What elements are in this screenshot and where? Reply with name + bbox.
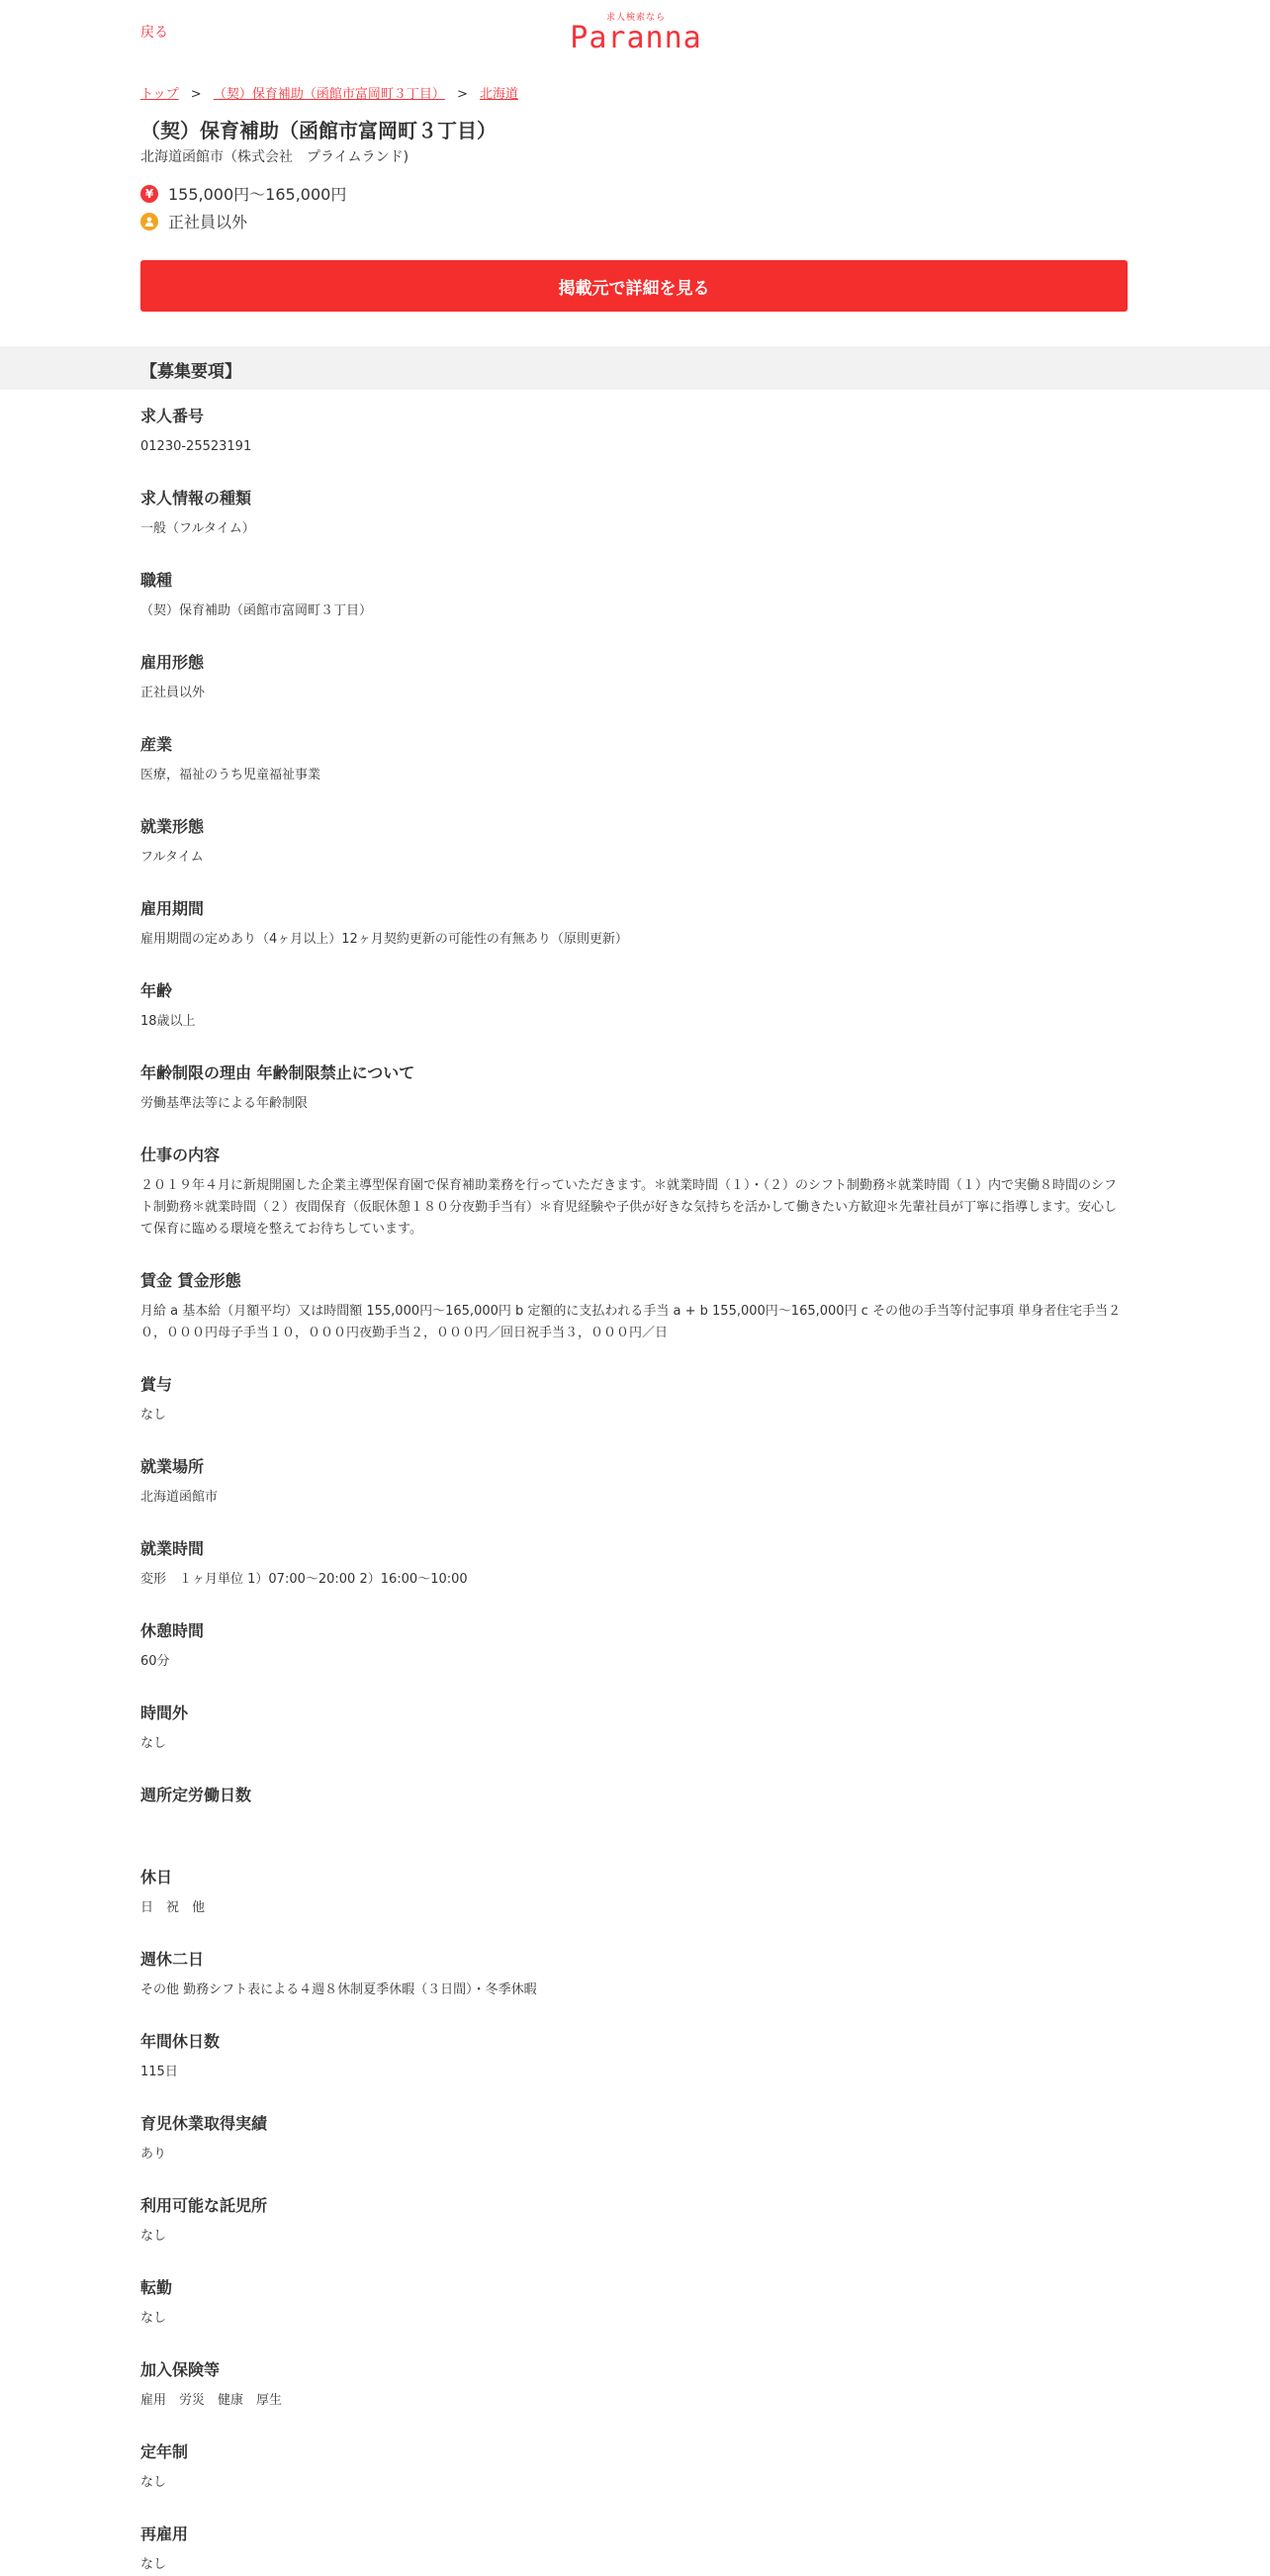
detail-item: [140, 1702, 1128, 1755]
detail-item: [140, 1456, 1128, 1509]
detail-item: [140, 2277, 1128, 2330]
detail-label: 休日: [140, 1868, 173, 1886]
detail-value: ２０１９年４月に新規開園した企業主導型保育園で保育補助業務を行っていただきます。＊就業時間（１）・（２）のシフト制勤務＊就業時間（１）内で実働８時間のシフト制勤務＊就業時間（２）夜間保育（仮眠休憩１８０分夜勤手当有）＊育児経験や子供が好きな気持ちを活かして働きたい方歓迎＊先輩社員が丁寧に指導します。安心して保育に臨める環境を整えてお待ちしています。: [140, 1178, 1117, 1237]
detail-item: [140, 2113, 1128, 2165]
section-header: [0, 346, 1270, 390]
detail-item: [140, 2441, 1128, 2494]
person-icon: [140, 213, 158, 230]
yen-icon: ¥: [140, 185, 158, 203]
detail-label: 就業時間: [140, 1539, 205, 1558]
detail-item: [140, 406, 1128, 458]
salary-row: [140, 182, 346, 205]
detail-value: [140, 1815, 1128, 1837]
detail-value: その他 勤務シフト表による４週８休制夏季休暇（３日間）・冬季休暇: [140, 1982, 537, 1997]
detail-value: 一般（フルタイム）: [140, 521, 255, 536]
detail-value: 雇用 労災 健康 厚生: [140, 2393, 283, 2408]
detail-item: [140, 1270, 1128, 1344]
detail-label: 年間休日数: [140, 2032, 221, 2051]
detail-item: [140, 980, 1128, 1033]
view-details-button[interactable]: 掲載元で詳細を見る: [140, 260, 1128, 312]
detail-value: 月給 a 基本給（月額平均）又は時間額 155,000円～165,000円 b 定額的に支払われる手当 a + b 155,000円～165,000円 c その他の手当等付記事項 単身者住宅手当２０，０００円母子手当１０，０００円夜勤手当２，０００円／回日祝手当３，０００円／日: [140, 1304, 1122, 1340]
page-title: （契）保育補助（函館市富岡町３丁目）: [140, 119, 497, 142]
employment-type-text: 正社員以外: [168, 213, 248, 231]
detail-label: 定年制: [140, 2442, 189, 2461]
detail-label: 賃金 賃金形態: [140, 1271, 241, 1290]
salary-text: 155,000円～165,000円: [168, 185, 347, 204]
detail-item: [140, 1949, 1128, 2001]
detail-value: 115日: [140, 2065, 178, 2079]
detail-value: 北海道函館市: [140, 1490, 219, 1505]
employment-type-row: [140, 210, 247, 232]
detail-item: [140, 570, 1128, 622]
detail-label: 就業形態: [140, 817, 205, 836]
detail-label: 時間外: [140, 1703, 189, 1722]
detail-item: [140, 2524, 1128, 2576]
detail-item: [140, 2359, 1128, 2412]
logo-text: Paranna: [570, 21, 702, 55]
detail-label: 賞与: [140, 1375, 173, 1394]
detail-item: [140, 816, 1128, 869]
detail-value: 変形 １ヶ月単位 1）07:00～20:00 2）16:00～10:00: [140, 1572, 468, 1587]
detail-item: [140, 1145, 1128, 1241]
site-logo[interactable]: [567, 12, 705, 53]
detail-label: 転勤: [140, 2278, 173, 2297]
detail-value: 正社員以外: [140, 686, 206, 700]
detail-label: 仕事の内容: [140, 1146, 221, 1164]
detail-label: 休憩時間: [140, 1621, 205, 1640]
detail-item: [140, 1785, 1128, 1837]
detail-label: 週休二日: [140, 1950, 205, 1969]
detail-item: [140, 1062, 1128, 1115]
detail-value: 60分: [140, 1654, 170, 1669]
detail-item: [140, 1620, 1128, 1673]
detail-value: 18歳以上: [140, 1014, 196, 1029]
detail-value: なし: [140, 2475, 167, 2490]
detail-value: （契）保育補助（函館市富岡町３丁目）: [140, 603, 373, 618]
detail-item: [140, 1867, 1128, 1919]
detail-label: 育児休業取得実績: [140, 2114, 268, 2133]
detail-value: 医療，福祉のうち児童福祉事業: [140, 768, 321, 782]
breadcrumb-separator: >: [456, 87, 468, 102]
breadcrumb-separator: >: [190, 87, 202, 102]
job-details-list: [140, 406, 1128, 2576]
detail-label: 求人情報の種類: [140, 489, 252, 507]
breadcrumb: [140, 83, 518, 102]
detail-label: 加入保険等: [140, 2360, 221, 2379]
detail-value: あり: [140, 2147, 167, 2162]
detail-item: [140, 488, 1128, 540]
detail-item: [140, 2195, 1128, 2248]
detail-value: 日 祝 他: [140, 1900, 206, 1915]
detail-label: 求人番号: [140, 407, 205, 425]
logo-tagline: 求人検索なら: [605, 13, 666, 23]
detail-item: [140, 734, 1128, 786]
detail-value: フルタイム: [140, 850, 204, 865]
detail-label: 週所定労働日数: [140, 1786, 252, 1804]
detail-label: 年齢制限の理由 年齢制限禁止について: [140, 1063, 415, 1082]
detail-label: 職種: [140, 571, 173, 590]
detail-label: 就業場所: [140, 1457, 205, 1476]
detail-label: 利用可能な託児所: [140, 2196, 268, 2215]
detail-item: [140, 1374, 1128, 1426]
breadcrumb-item-job[interactable]: （契）保育補助（函館市富岡町３丁目）: [213, 87, 445, 102]
detail-value: 労働基準法等による年齢制限: [140, 1096, 309, 1111]
detail-value: なし: [140, 2229, 167, 2244]
detail-value: なし: [140, 1736, 167, 1751]
detail-value: なし: [140, 2557, 167, 2572]
back-link[interactable]: 戻る: [140, 25, 168, 41]
breadcrumb-item-top[interactable]: トップ: [140, 87, 179, 102]
detail-label: 雇用形態: [140, 653, 205, 672]
detail-label: 年齢: [140, 981, 173, 1000]
company-name: 北海道函館市（株式会社 プライムランド): [140, 149, 409, 165]
detail-value: なし: [140, 2311, 167, 2326]
detail-value: なし: [140, 1408, 167, 1423]
detail-label: 再雇用: [140, 2525, 189, 2543]
detail-item: [140, 898, 1128, 951]
breadcrumb-item-region[interactable]: 北海道: [480, 87, 519, 102]
section-title: 【募集要項】: [140, 362, 241, 382]
detail-label: 産業: [140, 735, 173, 754]
detail-value: 01230-25523191: [140, 439, 252, 454]
detail-label: 雇用期間: [140, 899, 205, 918]
detail-item: [140, 652, 1128, 704]
detail-value: 雇用期間の定めあり（4ヶ月以上）12ヶ月契約更新の可能性の有無あり（原則更新）: [140, 932, 628, 947]
detail-item: [140, 2031, 1128, 2083]
detail-item: [140, 1538, 1128, 1591]
